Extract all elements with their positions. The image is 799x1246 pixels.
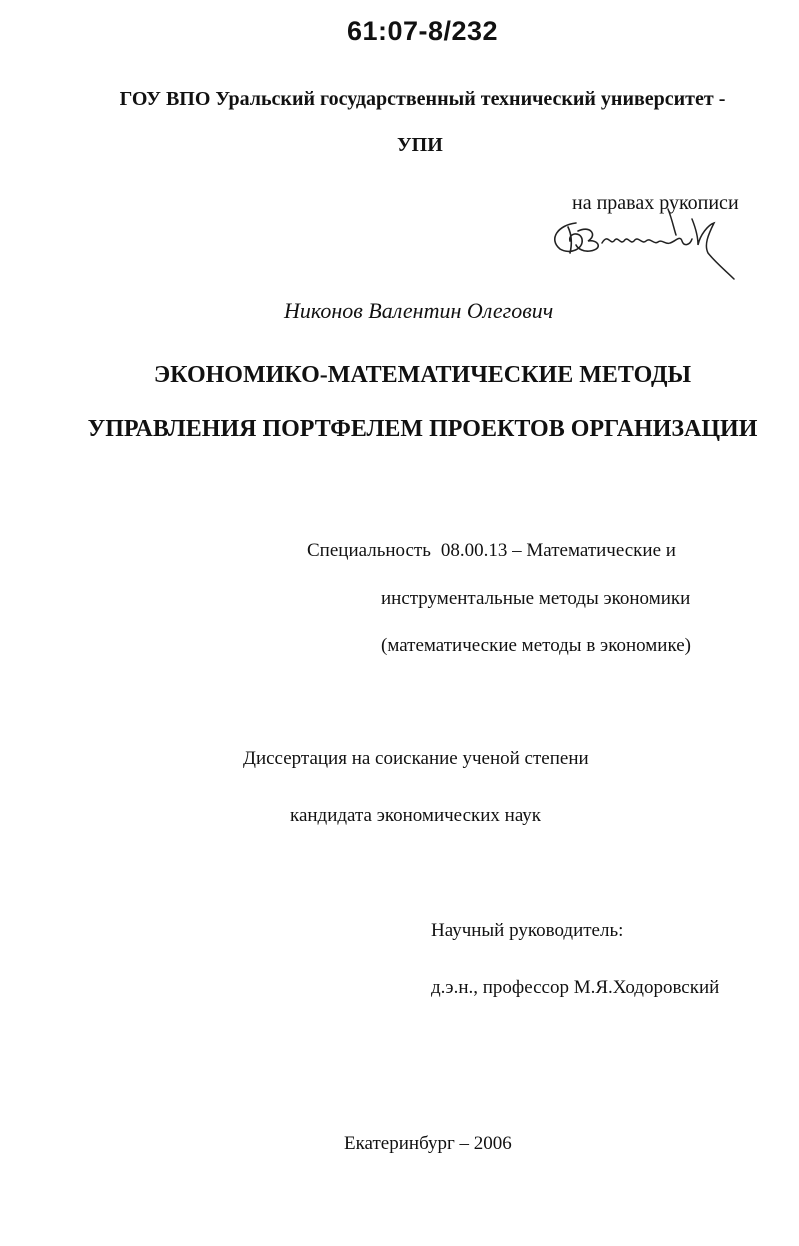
thesis-title-line2: УПРАВЛЕНИЯ ПОРТФЕЛЕМ ПРОЕКТОВ ОРГАНИЗАЦИИ bbox=[87, 416, 758, 442]
institution-name-line1: ГОУ ВПО Уральский государственный технический университет - bbox=[119, 88, 726, 110]
specialty-line3: (математические методы в экономике) bbox=[381, 635, 691, 656]
specialty-line2: инструментальные методы экономики bbox=[381, 588, 691, 609]
author-signature bbox=[538, 205, 748, 285]
city-year: Екатеринбург – 2006 bbox=[344, 1133, 512, 1154]
catalog-number: 61:07-8/232 bbox=[346, 16, 499, 46]
degree-line1: Диссертация на соискание ученой степени bbox=[243, 748, 589, 769]
degree-line2: кандидата экономических наук bbox=[290, 805, 542, 826]
supervisor-label: Научный руководитель: bbox=[431, 920, 624, 941]
specialty-code: 08.00.13 – Математические и bbox=[440, 540, 676, 561]
specialty-label: Специальность bbox=[307, 540, 431, 561]
thesis-title-line1: ЭКОНОМИКО-МАТЕМАТИЧЕСКИЕ МЕТОДЫ bbox=[153, 362, 692, 388]
supervisor-name: д.э.н., профессор М.Я.Ходоровский bbox=[431, 977, 720, 998]
institution-name-line2: УПИ bbox=[397, 134, 443, 156]
manuscript-note: на правах рукописи bbox=[572, 192, 739, 214]
specialty-line1 bbox=[307, 540, 676, 562]
author-name: Никонов Валентин Олегович bbox=[284, 298, 554, 323]
